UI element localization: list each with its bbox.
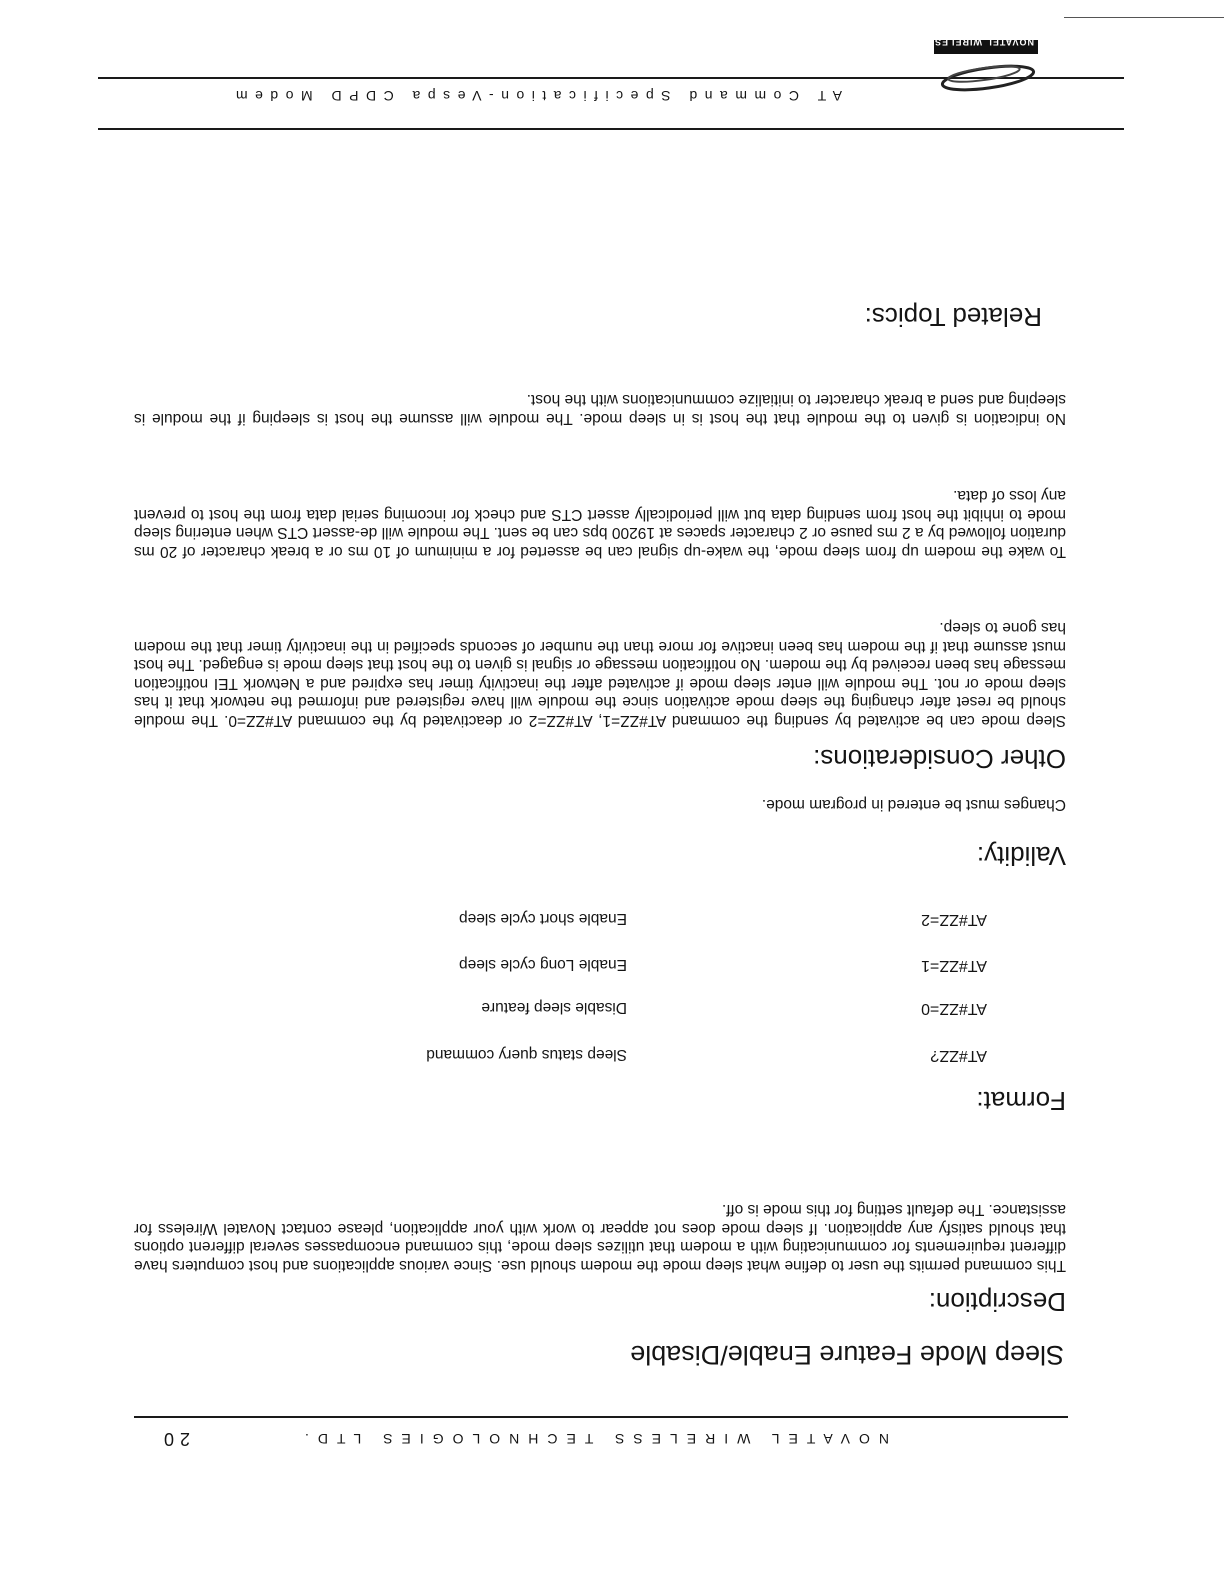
format-description: Enable short cycle sleep (458, 910, 627, 927)
footer-page-number: 20 (157, 1429, 190, 1449)
related-topics-heading: Related Topics: (864, 302, 1042, 332)
page-title: Sleep Mode Feature Enable/Disable (630, 1340, 1064, 1370)
footer-rule (134, 1417, 1068, 1419)
header-rule-top (98, 129, 1124, 131)
format-description: Sleep status query command (426, 1046, 627, 1063)
format-command: AT#ZZ=0 (921, 1000, 987, 1017)
format-description: Disable sleep feature (481, 999, 627, 1016)
format-command: AT#ZZ=2 (921, 911, 987, 928)
footer-company: NOVATEL WIRELESS TECHNOLOGIES LTD. (295, 1431, 889, 1447)
format-heading: Format: (976, 1086, 1066, 1116)
other-considerations-heading: Other Considerations: (813, 744, 1066, 774)
validity-text: Changes must be entered in program mode. (761, 796, 1066, 813)
validity-heading: Validity: (976, 841, 1066, 871)
description-heading: Description: (928, 1287, 1066, 1317)
format-command: AT#ZZ? (930, 1047, 987, 1064)
format-description: Enable Long cycle sleep (458, 956, 627, 973)
description-text: This command permits the user to define what sleep mode the modem should use. Since various applications and host computers have different requirements for communicating with a modem that utilizes sleep mode, this command encompasses several different options that should satisfy any application. If sleep mode does not appear to work with your application, please contact Novatel Wireless for assistance. The default setting for this mode is off. (134, 1201, 1066, 1274)
format-command: AT#ZZ=1 (921, 957, 987, 974)
other-paragraph: No indication is given to the module that the host is in sleep mode. The module will assume the host is sleeping if the module is sleeping and send a break character to initialize communications with the host. (134, 391, 1066, 427)
header-doc-title: AT Command Specification-Vespa CDPD Modem (228, 88, 842, 104)
other-paragraph: Sleep mode can be activated by sending the command AT#ZZ=1, AT#ZZ=2 or deactivated by the command AT#ZZ=0. The module should be reset after changing the sleep mode activation since the module will have registered and informed the network that it has sleep mode or not. The module will enter sleep mode if activated after the inactivity timer has expired and a Network TEI notification message has been received by the modem. No notification message or signal is given to the host that sleep mode is engaged. The host must assume that if the modem has been inactive for more than the number of seconds specified in the inactivity timer that the modem has gone to sleep. (134, 619, 1066, 729)
other-paragraph: To wake the modem up from sleep mode, the wake-up signal can be asserted for a minimum of 10 ms or a break character of 20 ms duration followed by a 2 ms pause or 2 character spaces at 19200 bps can be sent. The module will de-assert CTS when entering sleep mode to inhibit the host from sending data but will periodically assert CTS and check for incoming serial data from the host to prevent any loss of data. (134, 487, 1066, 560)
logo-text: NOVATEL WIRELESS (926, 37, 1034, 47)
scan-edge-line (1064, 17, 1224, 18)
